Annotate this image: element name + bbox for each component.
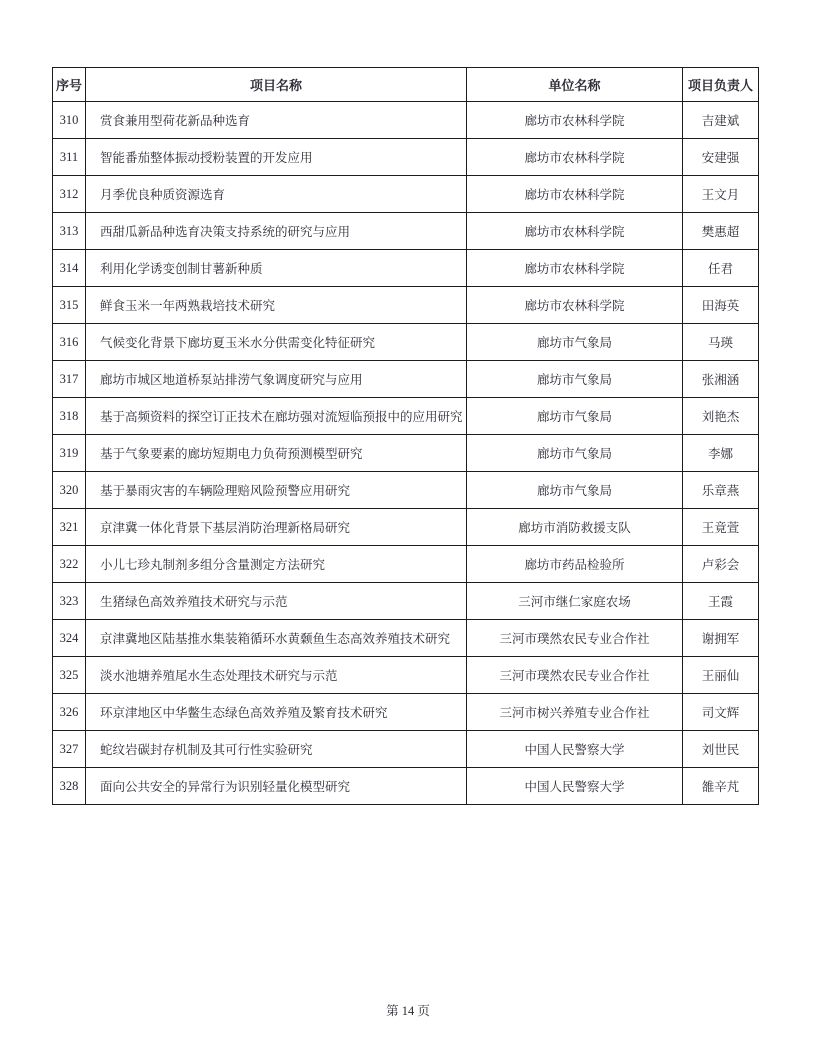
cell-project-name: 淡水池塘养殖尾水生态处理技术研究与示范 [86, 657, 467, 694]
cell-project-name: 基于高频资料的探空订正技术在廊坊强对流短临预报中的应用研究 [86, 398, 467, 435]
table-header-row [53, 68, 759, 102]
cell-index: 311 [53, 139, 86, 176]
table-row [53, 102, 759, 139]
cell-project-name: 鲜食玉米一年两熟栽培技术研究 [86, 287, 467, 324]
column-header-unit-name: 单位名称 [467, 68, 683, 102]
cell-project-name: 面向公共安全的异常行为识别轻量化模型研究 [86, 768, 467, 805]
cell-project-leader: 吉建斌 [683, 102, 759, 139]
cell-project-leader: 卢彩会 [683, 546, 759, 583]
cell-index: 322 [53, 546, 86, 583]
cell-index: 319 [53, 435, 86, 472]
cell-index: 310 [53, 102, 86, 139]
cell-project-leader: 田海英 [683, 287, 759, 324]
cell-index: 317 [53, 361, 86, 398]
table-row [53, 657, 759, 694]
cell-unit-name: 中国人民警察大学 [467, 768, 683, 805]
cell-index: 313 [53, 213, 86, 250]
table-row [53, 546, 759, 583]
cell-unit-name: 廊坊市农林科学院 [467, 213, 683, 250]
cell-index: 325 [53, 657, 86, 694]
cell-project-leader: 刘世民 [683, 731, 759, 768]
table-row [53, 509, 759, 546]
cell-unit-name: 廊坊市农林科学院 [467, 102, 683, 139]
cell-project-name: 赏食兼用型荷花新品种选育 [86, 102, 467, 139]
cell-unit-name: 三河市璞然农民专业合作社 [467, 620, 683, 657]
cell-unit-name: 廊坊市农林科学院 [467, 250, 683, 287]
cell-index: 314 [53, 250, 86, 287]
cell-index: 320 [53, 472, 86, 509]
cell-unit-name: 廊坊市气象局 [467, 435, 683, 472]
cell-project-leader: 王霞 [683, 583, 759, 620]
table-row [53, 250, 759, 287]
projects-table [52, 67, 759, 805]
table-row [53, 694, 759, 731]
table-row [53, 324, 759, 361]
cell-index: 315 [53, 287, 86, 324]
cell-project-leader: 乐章燕 [683, 472, 759, 509]
cell-project-name: 月季优良种质资源选育 [86, 176, 467, 213]
cell-project-name: 基于暴雨灾害的车辆险理赔风险预警应用研究 [86, 472, 467, 509]
column-header-project-leader: 项目负责人 [683, 68, 759, 102]
table-row [53, 361, 759, 398]
cell-index: 324 [53, 620, 86, 657]
cell-project-leader: 张湘涵 [683, 361, 759, 398]
cell-index: 321 [53, 509, 86, 546]
cell-project-leader: 雒辛芃 [683, 768, 759, 805]
cell-unit-name: 中国人民警察大学 [467, 731, 683, 768]
column-header-index: 序号 [53, 68, 86, 102]
table-row [53, 398, 759, 435]
table-row [53, 435, 759, 472]
table-row [53, 213, 759, 250]
table-row [53, 620, 759, 657]
cell-project-name: 西甜瓜新品种选育决策支持系统的研究与应用 [86, 213, 467, 250]
cell-index: 318 [53, 398, 86, 435]
cell-index: 323 [53, 583, 86, 620]
cell-index: 327 [53, 731, 86, 768]
cell-project-leader: 刘艳杰 [683, 398, 759, 435]
cell-project-leader: 王丽仙 [683, 657, 759, 694]
cell-project-name: 生猪绿色高效养殖技术研究与示范 [86, 583, 467, 620]
cell-project-leader: 谢拥军 [683, 620, 759, 657]
cell-index: 328 [53, 768, 86, 805]
cell-project-name: 智能番茄整体振动授粉装置的开发应用 [86, 139, 467, 176]
cell-project-leader: 王文月 [683, 176, 759, 213]
cell-unit-name: 廊坊市气象局 [467, 324, 683, 361]
cell-unit-name: 廊坊市消防救援支队 [467, 509, 683, 546]
cell-unit-name: 廊坊市气象局 [467, 361, 683, 398]
column-header-project-name: 项目名称 [86, 68, 467, 102]
table-row [53, 583, 759, 620]
table-row [53, 176, 759, 213]
table-row [53, 768, 759, 805]
cell-unit-name: 三河市继仁家庭农场 [467, 583, 683, 620]
cell-project-leader: 司文辉 [683, 694, 759, 731]
cell-unit-name: 廊坊市药品检验所 [467, 546, 683, 583]
table-row [53, 731, 759, 768]
cell-index: 326 [53, 694, 86, 731]
cell-project-name: 利用化学诱变创制甘薯新种质 [86, 250, 467, 287]
cell-unit-name: 廊坊市气象局 [467, 472, 683, 509]
cell-project-leader: 任君 [683, 250, 759, 287]
table-row [53, 287, 759, 324]
cell-unit-name: 三河市璞然农民专业合作社 [467, 657, 683, 694]
table-row [53, 472, 759, 509]
cell-unit-name: 廊坊市农林科学院 [467, 287, 683, 324]
cell-project-leader: 安建强 [683, 139, 759, 176]
cell-project-name: 京津冀地区陆基推水集装箱循环水黄颡鱼生态高效养殖技术研究 [86, 620, 467, 657]
cell-unit-name: 廊坊市农林科学院 [467, 139, 683, 176]
cell-project-name: 廊坊市城区地道桥泵站排涝气象调度研究与应用 [86, 361, 467, 398]
cell-index: 316 [53, 324, 86, 361]
cell-project-name: 京津冀一体化背景下基层消防治理新格局研究 [86, 509, 467, 546]
cell-project-leader: 李娜 [683, 435, 759, 472]
cell-project-name: 气候变化背景下廊坊夏玉米水分供需变化特征研究 [86, 324, 467, 361]
cell-unit-name: 廊坊市气象局 [467, 398, 683, 435]
cell-project-leader: 马瑛 [683, 324, 759, 361]
cell-project-leader: 樊惠超 [683, 213, 759, 250]
cell-unit-name: 三河市树兴养殖专业合作社 [467, 694, 683, 731]
cell-index: 312 [53, 176, 86, 213]
cell-project-name: 小儿七珍丸制剂多组分含量测定方法研究 [86, 546, 467, 583]
table-row [53, 139, 759, 176]
cell-project-leader: 王竟萱 [683, 509, 759, 546]
cell-project-name: 蛇纹岩碳封存机制及其可行性实验研究 [86, 731, 467, 768]
cell-project-name: 基于气象要素的廊坊短期电力负荷预测模型研究 [86, 435, 467, 472]
cell-unit-name: 廊坊市农林科学院 [467, 176, 683, 213]
cell-project-name: 环京津地区中华鳖生态绿色高效养殖及繁育技术研究 [86, 694, 467, 731]
page-number: 第 14 页 [386, 1004, 430, 1018]
